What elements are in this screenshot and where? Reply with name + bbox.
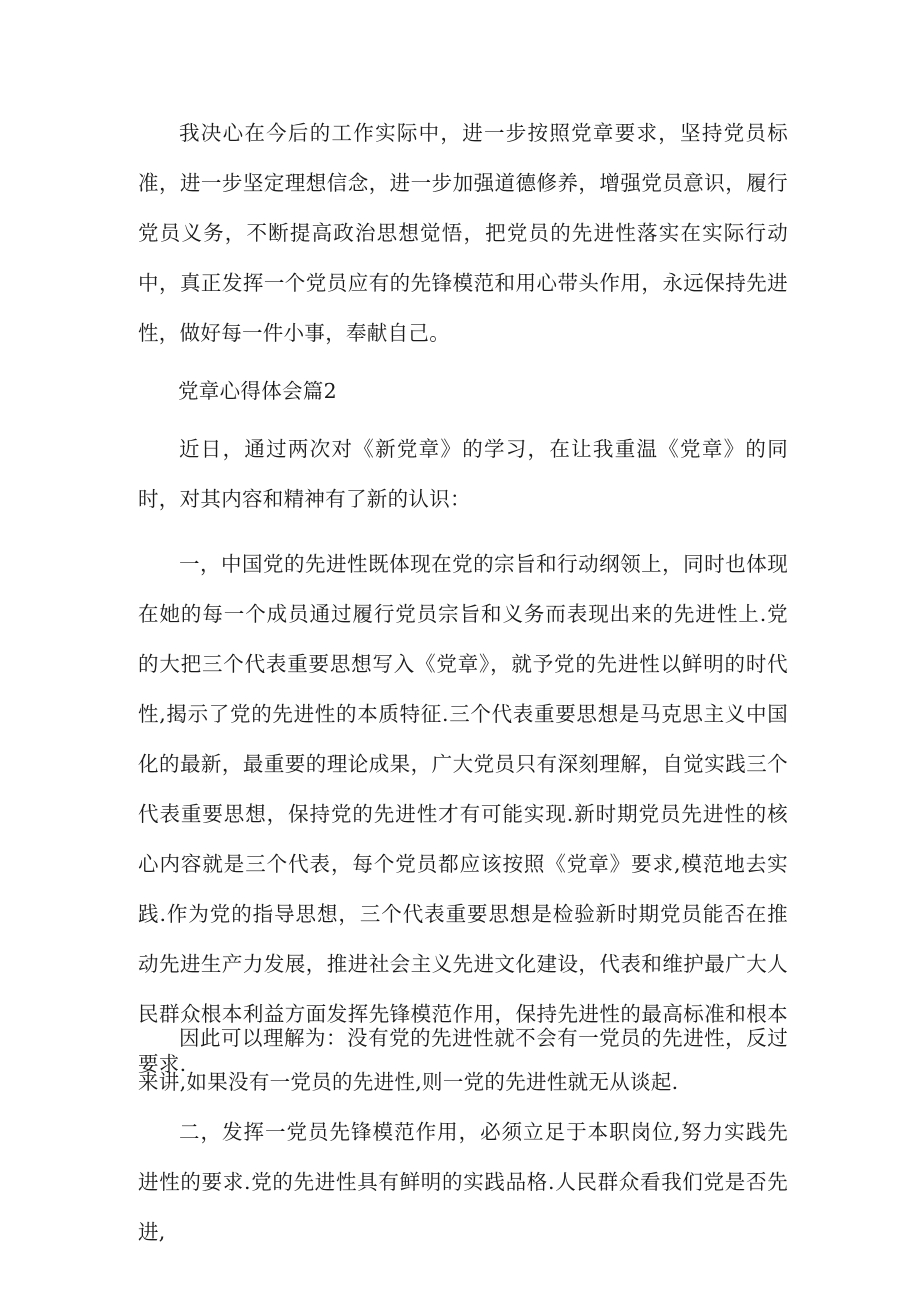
paragraph-point-two: 二，发挥一党员先锋模范作用，必须立足于本职岗位,努力实践先进性的要求.党的先进性具有鲜明的实践品格.人民群众看我们党是否先进, (138, 1120, 788, 1244)
paragraph-intro: 近日，通过两次对《新党章》的学习，在让我重温《党章》的同时，对其内容和精神有了新的认识： (138, 437, 788, 511)
section-heading: 党章心得体会篇2 (178, 379, 337, 403)
paragraph-resolution: 我决心在今后的工作实际中，进一步按照党章要求，坚持党员标准，进一步坚定理想信念，进一步加强道德修养，增强党员意识，履行党员义务，不断提高政治思想觉悟，把党员的先进性落实在实际行动中，真正发挥一个党员应有的先锋模范和用心带头作用，永远保持先进性，做好每一件小事，奉献自己。 (138, 121, 788, 345)
paragraph-conclusion: 因此可以理解为：没有党的先进性就不会有一党员的先进性，反过来讲,如果没有一党员的先进性,则一党的先进性就无从谈起. (138, 1026, 788, 1094)
paragraph-point-one: 一，中国党的先进性既体现在党的宗旨和行动纲领上，同时也体现在她的每一个成员通过履行党员宗旨和义务而表现出来的先进性上.党的大把三个代表重要思想写入《党章》，就予党的先进性以鲜明的时代性,揭示了党的先进性的本质特征.三个代表重要思想是马克思主义中国化的最新，最重要的理论成果，广大党员只有深刻理解，自觉实践三个代表重要思想，保持党的先进性才有可能实现.新时期党员先进性的核心内容就是三个代表，每个党员都应该按照《党章》要求,模范地去实践.作为党的指导思想，三个代表重要思想是检验新时期党员能否在推动先进生产力发展，推进社会主义先进文化建设，代表和维护最广大人民群众根本利益方面发挥先锋模范作用，保持先进性的最高标准和根本要求. (138, 552, 788, 1076)
